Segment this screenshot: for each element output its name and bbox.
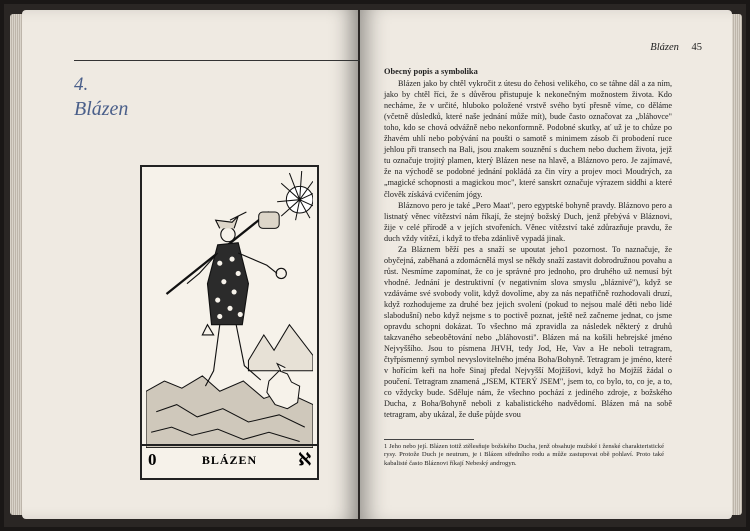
body-text [384, 66, 672, 421]
tarot-card [140, 165, 319, 480]
left-page [22, 10, 358, 519]
card-footer [142, 444, 317, 478]
chapter-title: Blázen [74, 98, 129, 120]
card-number: 0 [148, 450, 157, 469]
running-title: Blázen [650, 42, 679, 53]
paragraph: Za Bláznem běží pes a snaží se upoutat jeho1 pozornost. To naznačuje, že obyčejná, zaběhaná a zdomácnělá mysl se někdy snaží zastavit dobrodružnou povahu a růst. Nesmíme zapomínat, že co je správné pro jednoho, pro druhého už nemusí být vhodné. Jednání je destruktivní (v negativním slova smyslu „bláznivé"), když se vzdáváme své svobody volit, když dovolíme, aby za nás nepatřičně rozhodovali druzí, když rozhodujeme za druhé bez jejich svolení (pokud to nejsou malé děti nebo lidé slabodušní) nebo když nejsme s to poctivě poznat, ještě než začneme jednat, co jsme opravdu schopni dokázat. To všechno má zpravidla za následek některý z druhů takzvaného sebeobětování nebo „bláhovosti". Blázen má na košili hebrejské jméno Nejvyššího. Jsou to písmena JHVH, tedy Jod, He, Vav a He neboli tetragram, čtyřpísmenný symbol nevyslovitelného jména Boha/Bohyně. Tetragram je jméno, které v hořícím keři na hoře Sinaj předal Nejvyšší Mojžíšovi, když ho Mojžíš žádal o poučení. Tetragram znamená „JSEM, KTERÝ JSEM", jsem to, co bylo, to, co je, a to, co vždycky bude. Sděluje nám, že všechno pochází z jediného zdroje, z božského Ducha, z Boha/Bohyně neboli z kabalistického nadvědomí. Blázen má na sobě tetragram, aby ukázal, že duše půjde svou [384, 244, 672, 420]
card-name: BLÁZEN [201, 453, 258, 467]
fool-illustration [146, 171, 313, 448]
footnote-rule [384, 439, 474, 440]
running-head [650, 42, 702, 53]
chapter-rule [74, 60, 364, 61]
right-page [360, 10, 732, 519]
paragraph: Blázen jako by chtěl vykročit z útesu do čehosi velikého, co se táhne dál a za ním, jako by chtěl říci, že s důvěrou přistupuje k nekonečným možnostem života. Kdo necháme, že v určité, hluboko položené vrstvě svého bytí přesně víme, co děláme (včetně důsledků, které naše jednání může mít), bude často označovat za „bláhovce" toho, kdo se chová odvážně nebo nekonformně. Podobné skutky, ať už je to chůze po žhavém uhlí nebo pobývání na poušti o samotě s minimem zásob či probodení ruce jehlou při transech na Bali, jsou znakem souznění s duchem nebo duchem života, jejž tu označuje trojitý plamen, který Blázen nese na hlavě, a Bláznovo pero. Je zajímavé, že na východě se podobné jednání pokládá za čin víry a projev moci Moudrých, za „magické schopnosti a magickou moc", které sanskrt označuje výrazem siddhi a které člověk získává cvičením jógy. [384, 79, 672, 199]
section-heading: Obecný popis a symbolika [384, 67, 478, 76]
sun-icon [277, 171, 313, 220]
page-number: 45 [691, 42, 702, 53]
chapter-number: 4. [74, 74, 89, 95]
paragraph: Bláznovo pero je také „Pero Maat", pero egyptské bohyně pravdy. Bláznovo pero a listnatý věnec vítězství nám říkají, že stejný božský Duch, jenž přebývá v Bláznovi, žije v celé přírodě a v jejích stvořeních. Věnec vítězství také zdůrazňuje pravdu, že duch vždy vítězí, i když to třeba zdánlivě vypadá jinak. [384, 200, 672, 243]
aleph-glyph: ℵ [298, 450, 311, 470]
footnote: 1 Jeho nebo její. Blázen totiž ztělesňuje božského Ducha, jenž obsahuje mužské i ženské charakteristické rysy. Protože Duch je neutrum, je i Blázen středního rodu a může zastupovat obě pohlaví. Proto také kabalisté často Bláznovi říkají Nebeský androgyn. [384, 443, 664, 467]
open-book [4, 4, 746, 527]
mountains [248, 325, 313, 371]
bundle [259, 212, 279, 228]
